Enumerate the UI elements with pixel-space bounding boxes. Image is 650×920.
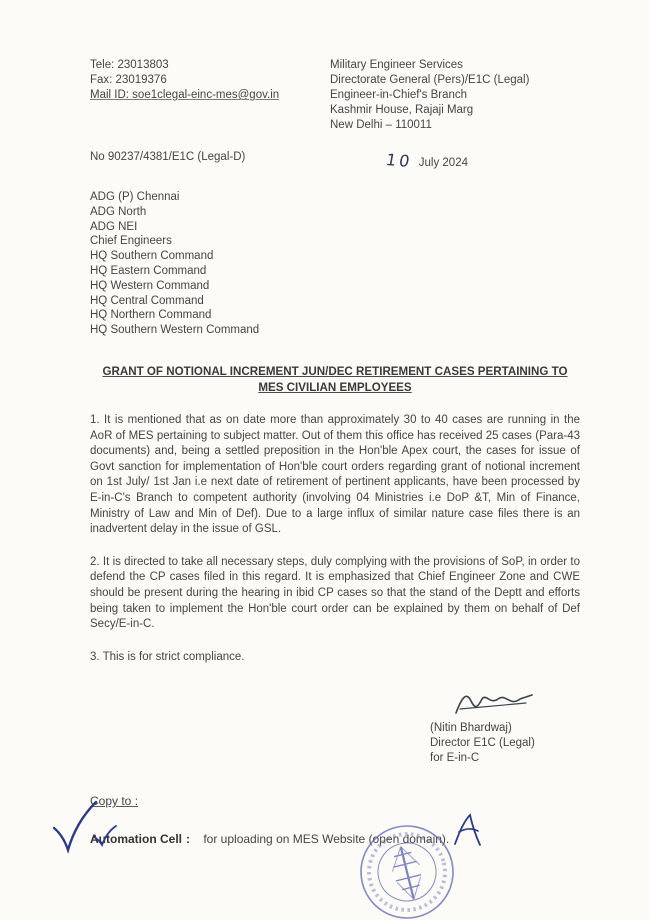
addressee-line: HQ Western Command <box>90 279 210 292</box>
address-line: Directorate General (Pers)/E1C (Legal) <box>330 74 530 86</box>
signature-block <box>430 691 580 766</box>
mail-line: Mail ID: soe1clegal-einc-mes@gov.in <box>90 89 280 101</box>
address-block <box>330 58 580 133</box>
address-line: Engineer-in-Chief's Branch <box>330 89 468 101</box>
tele-line: Tele: 23013803 <box>90 59 169 71</box>
signature-scribble <box>452 691 542 719</box>
letterhead <box>90 58 580 133</box>
separator: : <box>186 832 190 847</box>
addressee-line: ADG North <box>90 205 147 218</box>
handwritten-check-icon <box>50 798 102 856</box>
contact-block <box>90 58 330 133</box>
handwritten-a-mark <box>452 812 486 848</box>
addressee-line: HQ Eastern Command <box>90 264 207 277</box>
addressee-line: HQ Southern Command <box>90 250 214 263</box>
paragraph-2: 2. It is directed to take all necessary steps, duly complying with the provisions of SoP, in order to defend the CP cases filed in this regard. It is emphasized that Chief Engineer Zone and CWE should be present during the hearing in ibid CP cases so that the stand of the Deptt and efforts being taken to implement the Hon'ble court order can be explained by them on behalf of Def Secy/E-in-C. <box>90 555 580 631</box>
date-cell <box>386 151 468 170</box>
reference-number: No 90237/4381/E1C (Legal-D) <box>90 151 246 163</box>
addressee-line: HQ Northern Command <box>90 309 212 322</box>
fax-line: Fax: 23019376 <box>90 74 167 86</box>
handwritten-date: 10 <box>384 150 415 171</box>
addressee-line: ADG NEI <box>90 220 138 233</box>
paragraph-3: 3. This is for strict compliance. <box>90 650 245 663</box>
signatory-for: for E-in-C <box>430 752 480 765</box>
addressee-line: ADG (P) Chennai <box>90 191 180 203</box>
reference-row <box>90 151 580 170</box>
addressee-line: Chief Engineers <box>90 235 172 248</box>
round-stamp <box>348 816 466 920</box>
address-line: Kashmir House, Rajaji Marg <box>330 104 474 116</box>
copy-purpose: for uploading on MES Website (open domain). <box>203 832 450 847</box>
signatory-designation: Director E1C (Legal) <box>430 737 535 750</box>
copy-to-label: Copy to : <box>90 794 139 809</box>
address-line: Military Engineer Services <box>330 59 463 71</box>
typed-date: July 2024 <box>418 157 468 169</box>
copy-to-recipient-row <box>90 832 580 846</box>
address-line: New Delhi – 110011 <box>330 119 432 131</box>
paragraph-1: 1. It is mentioned that as on date more than approximately 30 to 40 cases are running in the AoR of MES pertaining to subject matter. Out of them this office has received 25 cases (Para-43 documents) and, being a settled preposition in the Hon'ble Apex court, the cases for issue of Govt sanction for implementation of Hon'ble court orders regarding grant of notional increment on 1st July/ 1st Jan i.e next date of retirement of pertinent applicants, have been processed by E-in-C's Branch to competent authority (involving 04 Ministries i.e DoP &T, Min of Finance, Ministry of Law and Min of Def). Due to a large influx of similar nature case files there is an inadvertent delay in the issue of GSL. <box>90 413 580 536</box>
addressee-list <box>90 190 580 338</box>
subject-heading: GRANT OF NOTIONAL INCREMENT JUN/DEC RETIREMENT CASES PERTAINING TO MES CIVILIAN EMPLOYEES <box>102 364 568 394</box>
signatory-name: (Nitin Bhardwaj) <box>430 722 512 735</box>
addressee-line: HQ Central Command <box>90 294 204 307</box>
automation-cell-label: Automation Cell <box>90 832 182 847</box>
addressee-line: HQ Southern Western Command <box>90 324 260 337</box>
